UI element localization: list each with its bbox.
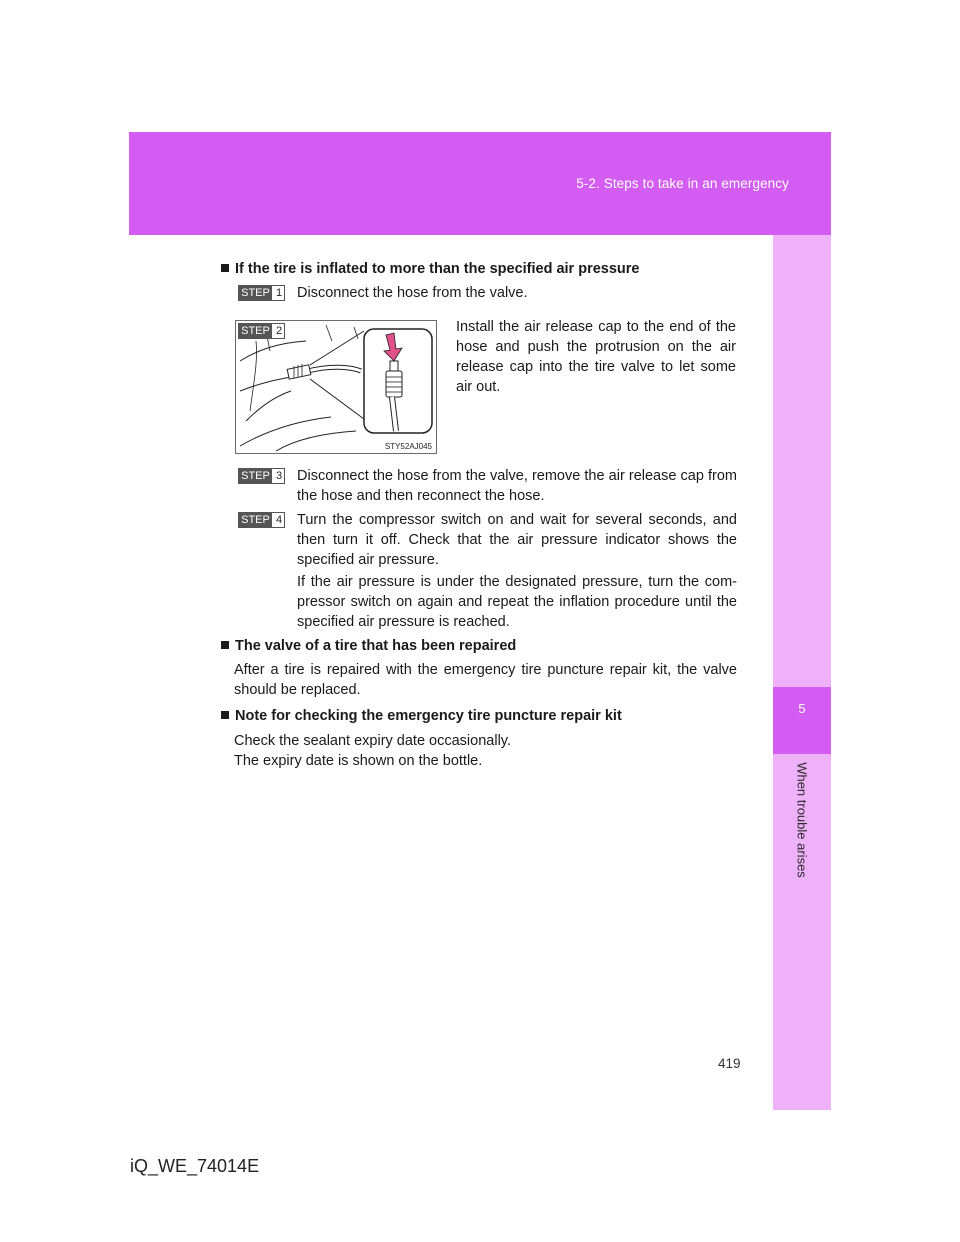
chapter-side-tab	[773, 235, 831, 1110]
step-badge-label: STEP	[239, 324, 272, 338]
header-band	[129, 132, 831, 235]
step-2-text: Install the air release cap to the end of the hose and push the protrusion on the air release cap into the tire valve to let some air out.	[456, 319, 736, 395]
step-badge-2	[238, 323, 285, 339]
step-4-note: If the air pressure is under the designated pressure, turn the com-pressor switch on again and repeat the inflation procedure until the specified air pressure is reached.	[297, 574, 737, 630]
bullet-square-icon	[221, 641, 229, 649]
section-heading-text: The valve of a tire that has been repaired	[235, 638, 517, 654]
step-badge-number: 2	[275, 325, 283, 337]
section-heading-repaired-valve	[221, 638, 516, 654]
step-badge-1	[238, 285, 285, 301]
page-number: 419	[718, 1056, 741, 1071]
bullet-square-icon	[221, 711, 229, 719]
figure-code: STY52AJ045	[384, 442, 432, 451]
step-badge-3	[238, 468, 285, 484]
chapter-number-box	[773, 687, 831, 754]
section-2-text: After a tire is repaired with the emergency tire puncture repair kit, the valve should be replaced.	[234, 662, 737, 698]
chapter-number: 5	[798, 701, 806, 716]
push-arrow-icon	[236, 321, 438, 455]
bullet-square-icon	[221, 264, 229, 272]
step-badge-4	[238, 512, 285, 528]
step-badge-number: 3	[275, 470, 283, 482]
section-heading-repair-kit-note	[221, 708, 622, 724]
section-title: 5-2. Steps to take in an emergency	[576, 176, 789, 191]
section-heading-text: Note for checking the emergency tire puncture repair kit	[235, 708, 622, 724]
step-3-text: Disconnect the hose from the valve, remove the air release cap from the hose and then reconnect the hose.	[297, 468, 737, 504]
section-heading-text: If the tire is inflated to more than the specified air pressure	[235, 261, 640, 277]
section-heading-overinflated	[221, 261, 640, 277]
section-3-line-1: Check the sealant expiry date occasionally.	[234, 733, 511, 749]
chapter-title: When trouble arises	[794, 762, 810, 878]
step-badge-label: STEP	[239, 513, 272, 527]
step-badge-label: STEP	[239, 469, 272, 483]
document-code: iQ_WE_74014E	[130, 1156, 260, 1176]
step-badge-number: 4	[275, 514, 283, 526]
step-badge-number: 1	[275, 287, 283, 299]
step-badge-label: STEP	[239, 286, 272, 300]
step-1-text: Disconnect the hose from the valve.	[297, 285, 528, 301]
step-4-text: Turn the compressor switch on and wait for several seconds, and then turn it off. Check that the air pressure indicator shows the specified air pressure.	[297, 512, 737, 568]
section-3-line-2: The expiry date is shown on the bottle.	[234, 753, 483, 769]
air-release-figure	[235, 320, 437, 454]
